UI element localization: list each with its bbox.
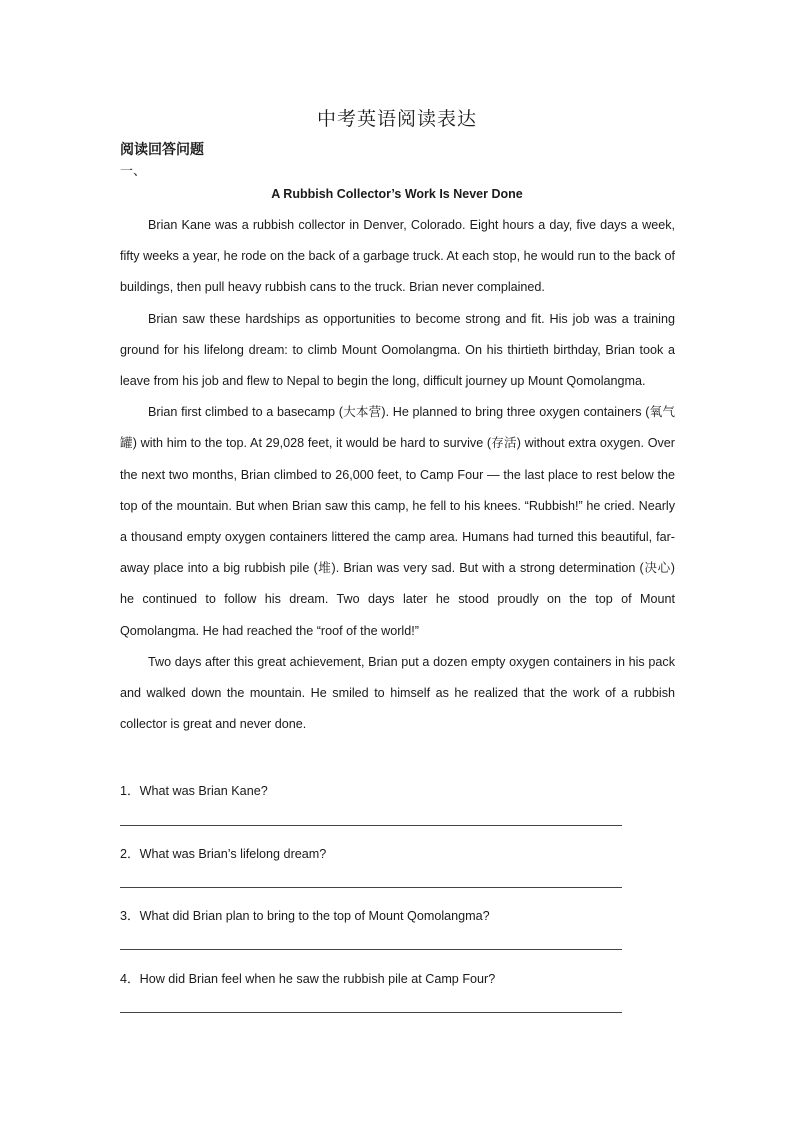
paragraph: Two days after this great achievement, Brian put a dozen empty oxygen containers in his pack and walked down the mountain. He smiled to himself as he realized that the work of a rubbish collector is great and never done. — [120, 654, 675, 732]
answer-line-3[interactable] — [120, 949, 622, 950]
page-title: 中考英语阅读表达 — [316, 108, 477, 130]
answer-line-2[interactable] — [120, 887, 622, 888]
question-2: 2．What was Brian’s lifelong dream? — [120, 847, 327, 861]
section-label: 阅读回答问题 — [120, 141, 204, 157]
section-number: 一、 — [120, 163, 147, 178]
question-4: 4．How did Brian feel when he saw the rubbish pile at Camp Four? — [120, 972, 496, 986]
answer-line-1[interactable] — [120, 825, 622, 826]
paragraph: Brian saw these hardships as opportunities to become strong and fit. His job was a training ground for his lifelong dream: to climb Mount Oomolangma. On his thirtieth birthday, Brian took a leave from his job and flew to Nepal to begin the long, difficult journey up Mount Qomolangma. — [120, 311, 675, 389]
paragraph: Brian first climbed to a basecamp (大本营). He planned to bring three oxygen containers (氧气罐) with him to the top. At 29,028 feet, it would be hard to survive (存活) without extra oxygen. Over the next two months, Brian climbed to 26,000 feet, to Camp Four — the last place to rest below the top of the mountain. But when Brian saw this camp, he fell to his knees. “Rubbish!” he cried. Nearly a thousand empty oxygen containers littered the camp area. Humans had turned this beautiful, far-away place into a big rubbish pile (堆). Brian was very sad. But with a strong determination (决心) he continued to follow his dream. Two days later he stood proudly on the top of Mount Qomolangma. He had reached the “roof of the world!” — [120, 405, 675, 638]
paragraph: Brian Kane was a rubbish collector in Denver, Colorado. Eight hours a day, five days a week, fifty weeks a year, he rode on the back of a garbage truck. At each stop, he would run to the back of buildings, then pull heavy rubbish cans to the truck. Brian never complained. — [120, 218, 675, 295]
passage-title: A Rubbish Collector’s Work Is Never Done — [271, 187, 523, 201]
answer-line-4[interactable] — [120, 1012, 622, 1013]
passage-body — [120, 210, 675, 740]
question-1: 1．What was Brian Kane? — [120, 784, 268, 798]
question-3: 3．What did Brian plan to bring to the top of Mount Qomolangma? — [120, 909, 490, 923]
